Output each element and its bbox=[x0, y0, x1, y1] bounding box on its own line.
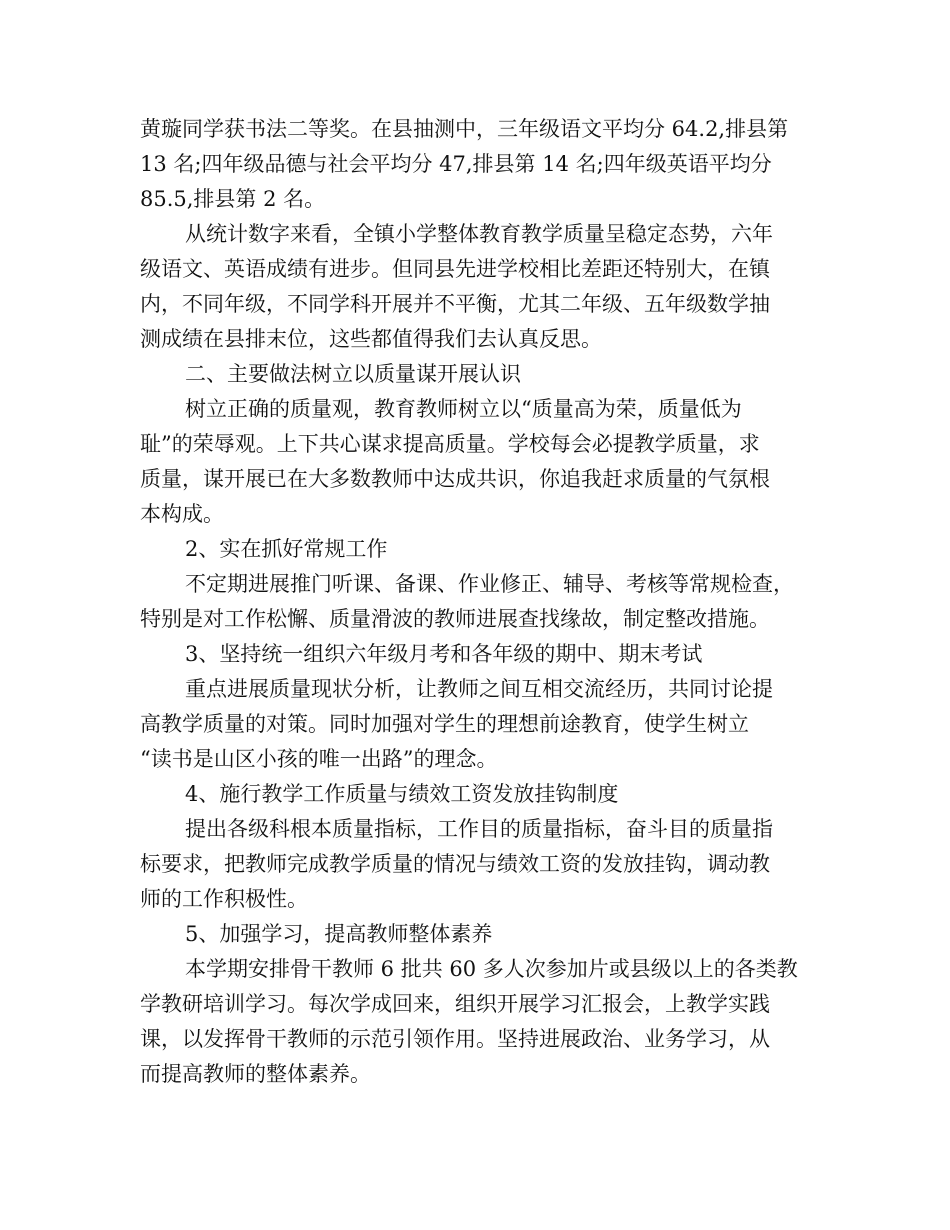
text-line: 师的工作积极性。 bbox=[140, 887, 308, 911]
text-line: 提出各级科根本质量指标，工作目的质量指标，奋斗目的质量指 bbox=[185, 817, 773, 841]
text-line: 特别是对工作松懈、质量滑波的教师进展查找缘故，制定整改措施。 bbox=[140, 607, 770, 631]
text-line: 测成绩在县排末位，这些都值得我们去认真反思。 bbox=[140, 327, 602, 351]
text-line: 4、施行教学工作质量与绩效工资发放挂钩制度 bbox=[185, 782, 619, 806]
text-line: 二、主要做法树立以质量谋开展认识 bbox=[185, 362, 521, 386]
text-line: 不定期进展推门听课、备课、作业修正、辅导、考核等常规检查， bbox=[185, 572, 794, 596]
text-line: 重点进展质量现状分析，让教师之间互相交流经历，共同讨论提 bbox=[185, 677, 773, 701]
text-line: 5、加强学习，提高教师整体素养 bbox=[185, 922, 493, 946]
text-line: 耻”的荣辱观。上下共心谋求提高质量。学校每会必提教学质量，求 bbox=[140, 432, 760, 456]
text-line: 内，不同年级，不同学科开展并不平衡，尤其二年级、五年级数学抽 bbox=[140, 292, 770, 316]
text-line: 标要求，把教师完成教学质量的情况与绩效工资的发放挂钩，调动教 bbox=[140, 852, 770, 876]
text-line: 级语文、英语成绩有进步。但同县先进学校相比差距还特别大，在镇 bbox=[140, 257, 770, 281]
text-line: 本学期安排骨干教师 6 批共 60 多人次参加片或县级以上的各类教 bbox=[185, 957, 798, 981]
text-line: 树立正确的质量观，教育教师树立以“质量高为荣，质量低为 bbox=[185, 397, 742, 421]
text-line: 质量，谋开展已在大多数教师中达成共识，你追我赶求质量的气氛根 bbox=[140, 467, 770, 491]
text-line: 从统计数字来看，全镇小学整体教育教学质量呈稳定态势，六年 bbox=[185, 222, 773, 246]
text-line: 学教研培训学习。每次学成回来，组织开展学习汇报会，上教学实践 bbox=[140, 992, 770, 1016]
document-body bbox=[140, 112, 820, 1092]
text-line: 本构成。 bbox=[140, 502, 224, 526]
text-line: 而提高教师的整体素养。 bbox=[140, 1062, 371, 1086]
text-line: 课，以发挥骨干教师的示范引领作用。坚持进展政治、业务学习，从 bbox=[140, 1027, 770, 1051]
text-line: 13 名;四年级品德与社会平均分 47,排县第 14 名;四年级英语平均分 bbox=[140, 152, 772, 176]
text-line: 高教学质量的对策。同时加强对学生的理想前途教育，使学生树立 bbox=[140, 712, 749, 736]
text-line: “读书是山区小孩的唯一出路”的理念。 bbox=[140, 747, 498, 771]
text-line: 85.5,排县第 2 名。 bbox=[140, 187, 326, 211]
text-line: 黄璇同学获书法二等奖。在县抽测中，三年级语文平均分 64.2,排县第 bbox=[140, 117, 789, 141]
text-line: 3、坚持统一组织六年级月考和各年级的期中、期末考试 bbox=[185, 642, 703, 666]
text-line: 2、实在抓好常规工作 bbox=[185, 537, 388, 561]
